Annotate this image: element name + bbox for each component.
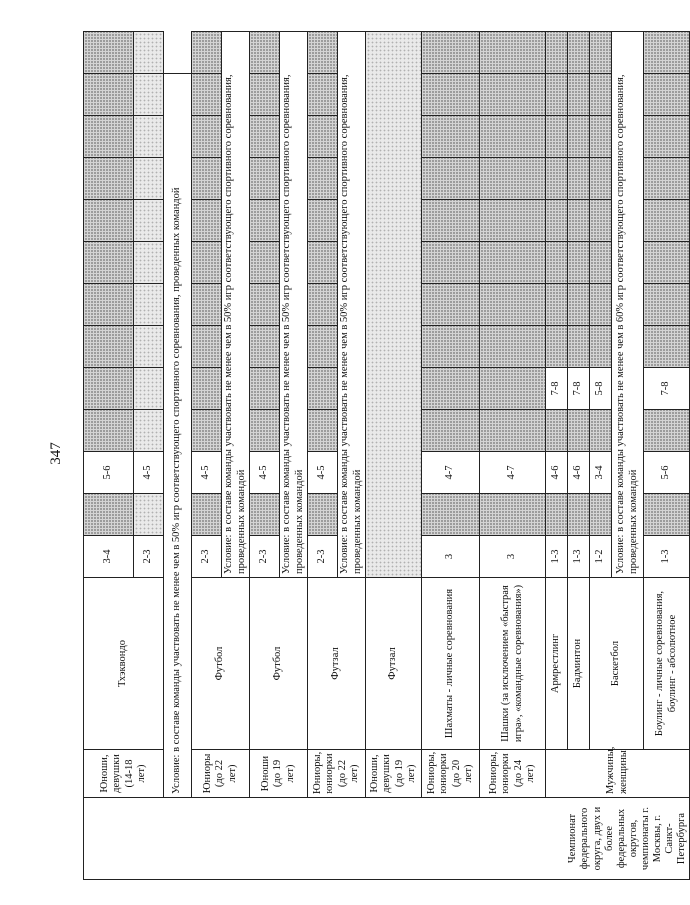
shaded-cell: [84, 368, 134, 410]
shaded-cell: [546, 158, 568, 200]
shaded-cell: [134, 200, 164, 242]
place-cell: 3: [422, 536, 480, 578]
shaded-cell: [644, 326, 690, 368]
discipline-cell: Футзал: [366, 578, 422, 750]
shaded-cell: [84, 326, 134, 368]
shaded-cell: [308, 284, 338, 326]
shaded-cell: [250, 326, 280, 368]
shaded-cell: [84, 410, 134, 452]
shaded-cell: [134, 74, 164, 116]
discipline-cell: Баскетбол: [590, 578, 644, 750]
place-cell: 2-3: [134, 536, 164, 578]
shaded-cell: [546, 284, 568, 326]
discipline-cell: Бадминтон: [568, 578, 590, 750]
shaded-cell: [84, 32, 134, 74]
shaded-cell: [644, 242, 690, 284]
discipline-cell: Боулинг - личные соревнования, боулинг - абсолютное: [644, 578, 690, 750]
shaded-cell: [250, 494, 280, 536]
shaded-cell: [134, 410, 164, 452]
shaded-cell: [308, 368, 338, 410]
shaded-cell: [84, 116, 134, 158]
place-cell: 4-7: [480, 452, 546, 494]
condition-row: [164, 32, 192, 880]
shaded-cell: [644, 116, 690, 158]
place-cell: 7-8: [644, 368, 690, 410]
place-cell: 1-3: [644, 536, 690, 578]
shaded-cell: [590, 158, 612, 200]
table-row: [366, 32, 422, 880]
shaded-cell: [590, 326, 612, 368]
competition-cell: Чемпионат федерального округа, двух и более федеральных округов, чемпионаты г. Москвы, г. Санкт-Петербурга: [84, 798, 690, 880]
shaded-cell: [546, 410, 568, 452]
shaded-cell: [134, 284, 164, 326]
shaded-cell: [644, 32, 690, 74]
shaded-cell: [250, 74, 280, 116]
shaded-cell: [480, 158, 546, 200]
shaded-cell: [644, 494, 690, 536]
table-row: [308, 32, 338, 880]
place-cell: 5-6: [84, 452, 134, 494]
shaded-cell: [644, 74, 690, 116]
shaded-cell: [590, 494, 612, 536]
age-group-cell: Юниоры, юниорки (до 24 лет): [480, 750, 546, 798]
discipline-cell: Футбол: [250, 578, 308, 750]
shaded-cell: [590, 116, 612, 158]
age-group-cell: Мужчины, женщины: [546, 750, 690, 798]
age-group-cell: Юниоры, юниорки (до 22 лет): [308, 750, 366, 798]
shaded-cell: [250, 116, 280, 158]
shaded-cell: [366, 32, 422, 578]
place-cell: 3-4: [590, 452, 612, 494]
shaded-cell: [192, 200, 222, 242]
shaded-cell: [250, 284, 280, 326]
place-cell: 2-3: [308, 536, 338, 578]
shaded-cell: [644, 158, 690, 200]
shaded-cell: [192, 242, 222, 284]
rotated-table-page: [83, 42, 687, 880]
table-row: [84, 32, 134, 880]
table-row: [546, 32, 568, 880]
shaded-cell: [84, 284, 134, 326]
place-cell: 3-4: [84, 536, 134, 578]
shaded-cell: [590, 32, 612, 74]
age-group-cell: Юноши (до 19 лет): [250, 750, 308, 798]
shaded-cell: [568, 74, 590, 116]
place-cell: 3: [480, 536, 546, 578]
shaded-cell: [590, 284, 612, 326]
shaded-cell: [480, 494, 546, 536]
shaded-cell: [480, 368, 546, 410]
shaded-cell: [134, 158, 164, 200]
shaded-cell: [568, 494, 590, 536]
place-cell: 4-5: [308, 452, 338, 494]
shaded-cell: [480, 284, 546, 326]
table-row: [422, 32, 480, 880]
condition-text: Условие: в составе команды участвовать не менее чем в 60% игр соответствующего спортивного соревнования, проведенных командой: [612, 32, 644, 578]
age-group-cell: Юноши, девушки (до 19 лет): [366, 750, 422, 798]
discipline-cell: Шахматы - личные соревнования: [422, 578, 480, 750]
shaded-cell: [192, 74, 222, 116]
shaded-cell: [84, 200, 134, 242]
place-cell: 7-8: [546, 368, 568, 410]
shaded-cell: [422, 326, 480, 368]
shaded-cell: [308, 74, 338, 116]
shaded-cell: [568, 410, 590, 452]
ranking-table: [83, 31, 690, 880]
shaded-cell: [644, 200, 690, 242]
shaded-cell: [568, 200, 590, 242]
shaded-cell: [422, 32, 480, 74]
condition-text: Условие: в составе команды участвовать не менее чем в 50% игр соответствующего спортивного соревнования, проведенных командой: [338, 32, 366, 578]
discipline-cell: Шашки (за исключением «быстрая игра», «командные соревнования»): [480, 578, 546, 750]
shaded-cell: [192, 32, 222, 74]
shaded-cell: [644, 410, 690, 452]
shaded-cell: [546, 494, 568, 536]
shaded-cell: [422, 74, 480, 116]
shaded-cell: [250, 368, 280, 410]
condition-text: Условие: в составе команды участвовать не менее чем в 50% игр соответствующего спортивного соревнования, проведенных командой: [222, 32, 250, 578]
place-cell: 4-6: [546, 452, 568, 494]
shaded-cell: [308, 242, 338, 284]
table-row: [250, 32, 280, 880]
shaded-cell: [134, 242, 164, 284]
shaded-cell: [308, 494, 338, 536]
shaded-cell: [480, 200, 546, 242]
shaded-cell: [308, 158, 338, 200]
condition-text: Условие: в составе команды участвовать не менее чем в 50% игр соответствующего спортивного соревнования, проведенных командой: [280, 32, 308, 578]
shaded-cell: [422, 158, 480, 200]
shaded-cell: [84, 74, 134, 116]
shaded-cell: [590, 74, 612, 116]
shaded-cell: [568, 116, 590, 158]
shaded-cell: [546, 32, 568, 74]
shaded-cell: [568, 32, 590, 74]
shaded-cell: [568, 284, 590, 326]
place-cell: 5-8: [590, 368, 612, 410]
shaded-cell: [134, 494, 164, 536]
shaded-cell: [480, 116, 546, 158]
shaded-cell: [250, 32, 280, 74]
shaded-cell: [422, 200, 480, 242]
shaded-cell: [422, 368, 480, 410]
shaded-cell: [308, 32, 338, 74]
shaded-cell: [134, 368, 164, 410]
age-group-cell: Юниоры, юниорки (до 20 лет): [422, 750, 480, 798]
shaded-cell: [84, 242, 134, 284]
place-cell: 1-3: [568, 536, 590, 578]
shaded-cell: [546, 326, 568, 368]
shaded-cell: [192, 494, 222, 536]
place-cell: 2-3: [250, 536, 280, 578]
place-cell: 5-6: [644, 452, 690, 494]
place-cell: 1-3: [546, 536, 568, 578]
place-cell: 4-5: [250, 452, 280, 494]
shaded-cell: [192, 368, 222, 410]
shaded-cell: [568, 158, 590, 200]
shaded-cell: [192, 158, 222, 200]
shaded-cell: [134, 116, 164, 158]
place-cell: 4-5: [192, 452, 222, 494]
shaded-cell: [134, 326, 164, 368]
condition-text: Условие: в составе команды участвовать не менее чем в 50% игр соответствующего спортивного соревнования, проведенных командой: [164, 74, 192, 798]
shaded-cell: [422, 410, 480, 452]
shaded-cell: [84, 494, 134, 536]
shaded-cell: [480, 74, 546, 116]
shaded-cell: [568, 242, 590, 284]
shaded-cell: [422, 242, 480, 284]
shaded-cell: [422, 284, 480, 326]
shaded-cell: [546, 74, 568, 116]
page-number: 347: [47, 441, 64, 465]
shaded-cell: [422, 116, 480, 158]
discipline-cell: Футбол: [192, 578, 250, 750]
shaded-cell: [250, 200, 280, 242]
shaded-cell: [590, 242, 612, 284]
place-cell: 4-7: [422, 452, 480, 494]
shaded-cell: [250, 242, 280, 284]
shaded-cell: [590, 200, 612, 242]
shaded-cell: [192, 116, 222, 158]
discipline-cell: Армрестлинг: [546, 578, 568, 750]
shaded-cell: [134, 32, 164, 74]
shaded-cell: [480, 32, 546, 74]
table-row: [192, 32, 222, 880]
shaded-cell: [568, 326, 590, 368]
place-cell: 4-5: [134, 452, 164, 494]
shaded-cell: [546, 242, 568, 284]
discipline-cell: Тхэквондо: [84, 578, 164, 750]
shaded-cell: [250, 410, 280, 452]
shaded-cell: [546, 200, 568, 242]
shaded-cell: [590, 410, 612, 452]
age-group-cell: Юноши, девушки (14-18 лет): [84, 750, 164, 798]
discipline-cell: Футзал: [308, 578, 366, 750]
age-group-cell: Юниоры (до 22 лет): [192, 750, 250, 798]
shaded-cell: [308, 200, 338, 242]
shaded-cell: [308, 410, 338, 452]
shaded-cell: [308, 116, 338, 158]
shaded-cell: [480, 242, 546, 284]
place-cell: 4-6: [568, 452, 590, 494]
shaded-cell: [422, 494, 480, 536]
shaded-cell: [546, 116, 568, 158]
shaded-cell: [250, 158, 280, 200]
shaded-cell: [480, 326, 546, 368]
place-cell: 1-2: [590, 536, 612, 578]
shaded-cell: [480, 410, 546, 452]
place-cell: 7-8: [568, 368, 590, 410]
shaded-cell: [192, 326, 222, 368]
place-cell: 2-3: [192, 536, 222, 578]
shaded-cell: [644, 284, 690, 326]
shaded-cell: [308, 326, 338, 368]
shaded-cell: [192, 284, 222, 326]
shaded-cell: [84, 158, 134, 200]
table-row: [480, 32, 546, 880]
shaded-cell: [192, 410, 222, 452]
